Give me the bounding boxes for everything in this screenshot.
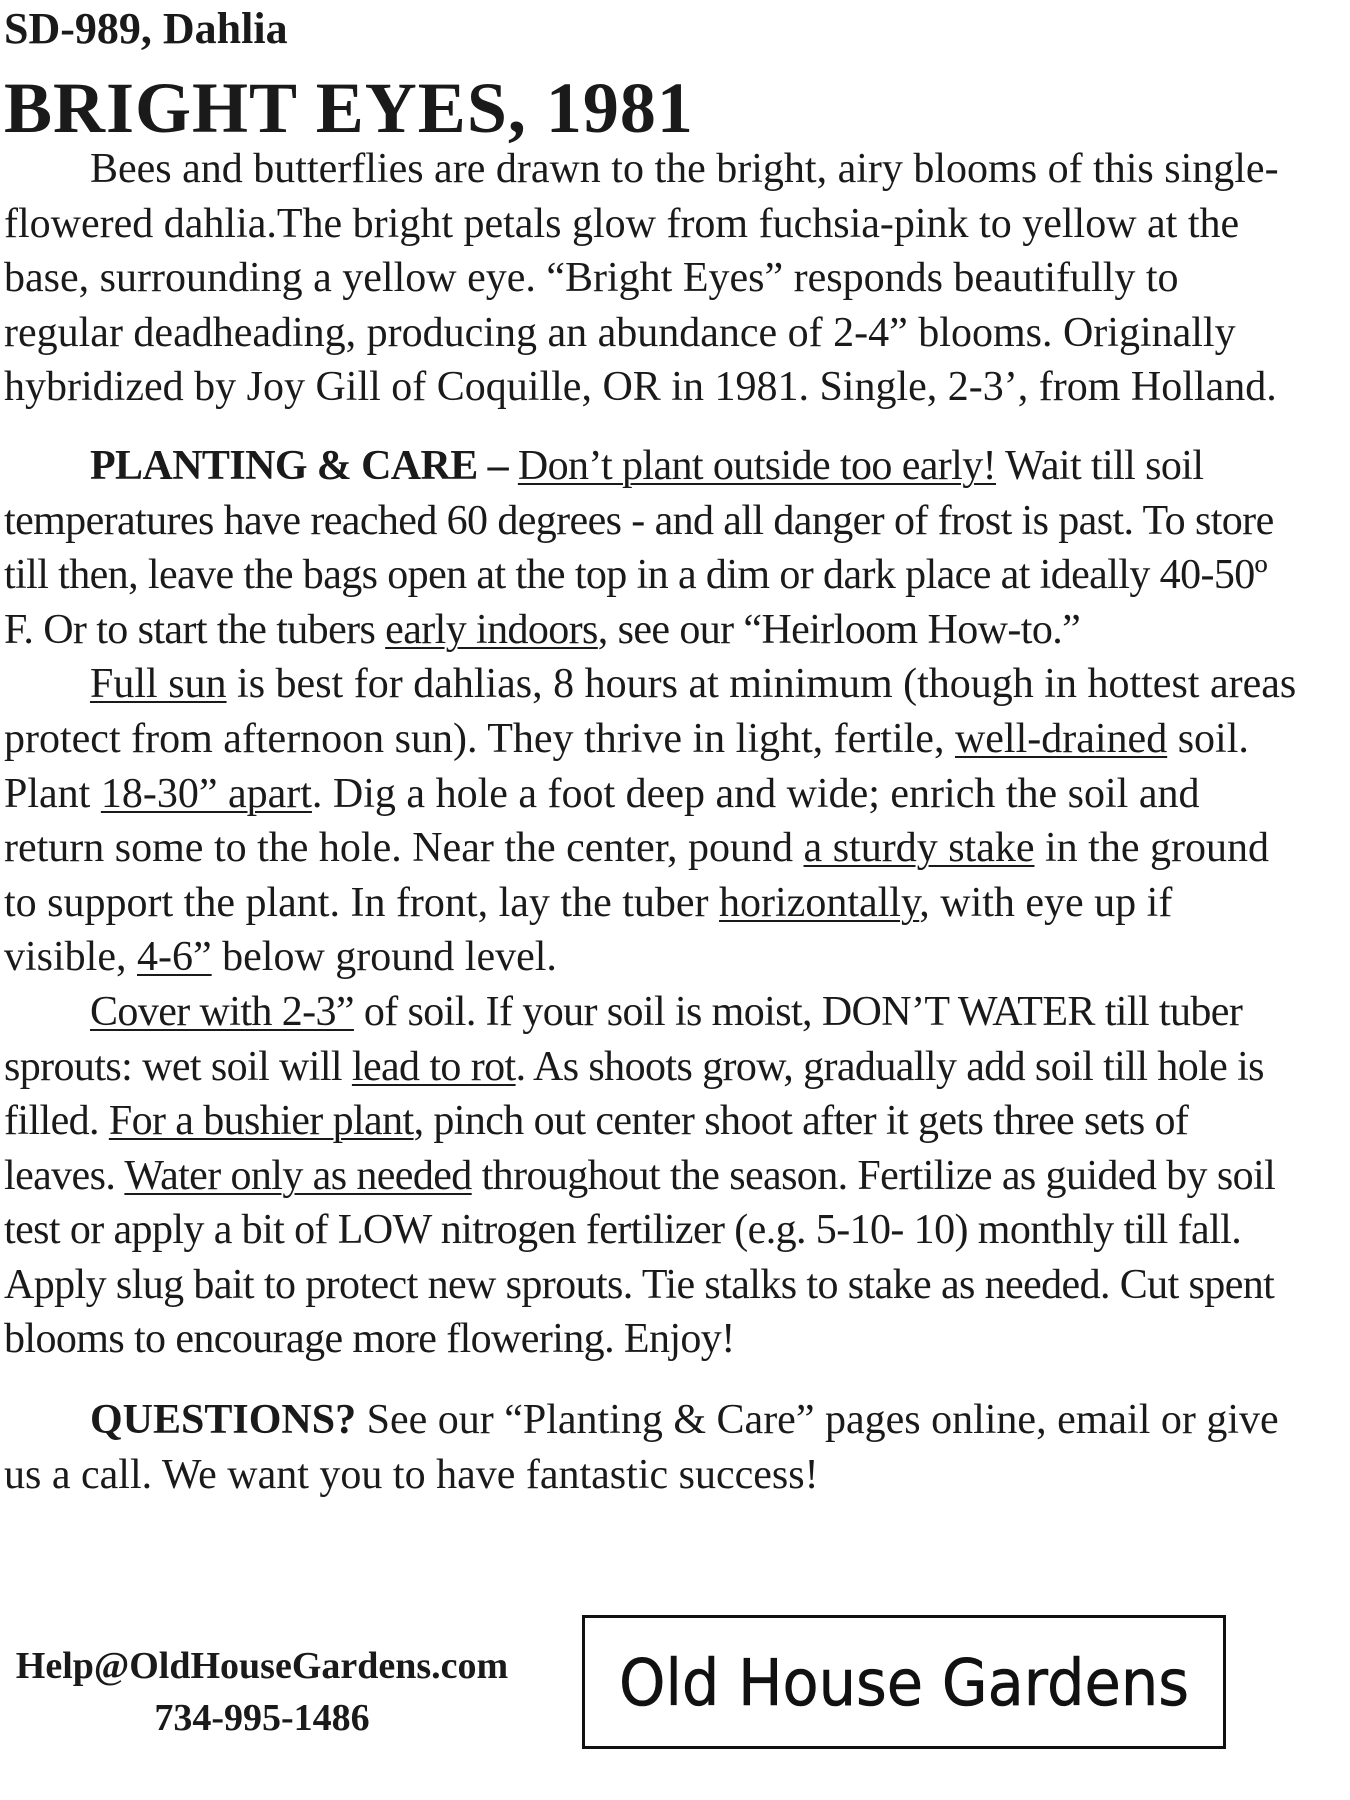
- sun-paragraph: [4, 657, 1304, 985]
- contact-block: [2, 1640, 522, 1744]
- logo-box: [582, 1615, 1226, 1749]
- questions-text: See our “Planting & Care” pages online, email or give us a call. We want you to have fantastic success!: [4, 1397, 1279, 1498]
- contact-email: Help@OldHouseGardens.com: [15, 1645, 509, 1687]
- sun-underline-2: well-drained: [954, 715, 1168, 762]
- planting-paragraph-1: [4, 439, 1304, 657]
- body-text: [4, 142, 1304, 1502]
- planting-text-1: Wait till soil temperatures have reached 60 degrees - and all danger of frost is past. To store till then, leave the bags open at the top in a dim or dark place at ideally 40-50º F. Or to start the tubers: [4, 442, 1274, 653]
- logo-wordmark: [604, 1627, 1204, 1737]
- sun-text-1: is best for dahlias, 8 hours at minimum (though in hottest areas protect from afternoon sun). They thrive in light, fertile,: [4, 661, 1297, 762]
- planting-text-2: , see our “Heirloom How-to.”: [597, 606, 1081, 653]
- description-paragraph: Bees and butterflies are drawn to the bright, airy blooms of this single-flowered dahlia.The bright petals glow from fuchsia-pink to yellow at the base, surrounding a yellow eye. “Bright Eyes” responds beautifully to regular deadheading, producing an abundance of 2-4” blooms. Originally hybridized by Joy Gill of Coquille, OR in 1981. Single, 2-3’, from Holland.: [4, 146, 1279, 411]
- sun-text-3: . Dig a hole a foot deep and wide; enrich the soil and return some to the hole. Near the center, pound: [4, 770, 1200, 872]
- cover-text-2: . As shoots grow, gradually add soil till hole is filled.: [4, 1043, 1264, 1145]
- cover-underline-3: For a bushier plant: [108, 1098, 414, 1145]
- sun-text-4: in the ground to support the plant. In front, lay the tuber: [4, 825, 1269, 926]
- sun-text-5: , with eye up if visible,: [4, 879, 1173, 981]
- logo-text: Old House Gardens: [619, 1647, 1189, 1721]
- sun-text-2: soil. Plant: [4, 715, 1249, 817]
- cover-underline-1: Cover with 2-3”: [90, 988, 354, 1035]
- cover-text-1: of soil. If your soil is moist, DON’T WATER till tuber sprouts: wet soil will: [4, 988, 1243, 1090]
- questions-heading: QUESTIONS?: [90, 1397, 357, 1444]
- cover-underline-4: Water only as needed: [124, 1152, 472, 1199]
- sun-underline-4: a sturdy stake: [803, 825, 1035, 872]
- questions-paragraph: [4, 1393, 1304, 1502]
- cover-underline-2: lead to rot: [351, 1043, 516, 1090]
- contact-phone: 734-995-1486: [154, 1697, 370, 1739]
- cover-text-3: , pinch out center shoot after it gets three sets of leaves.: [4, 1098, 1189, 1199]
- sun-underline-6: 4-6”: [137, 934, 212, 981]
- product-title: BRIGHT EYES, 1981: [4, 68, 694, 148]
- sun-text-6: below ground level.: [211, 934, 557, 981]
- sun-underline-1: Full sun: [90, 661, 227, 708]
- product-code: SD-989, Dahlia: [4, 4, 288, 53]
- sun-underline-5: horizontally: [719, 879, 920, 926]
- planting-heading: PLANTING & CARE –: [90, 442, 508, 489]
- sun-underline-3: 18-30” apart: [100, 770, 312, 817]
- cover-paragraph: [4, 985, 1304, 1367]
- planting-underline-2: early indoors: [385, 606, 598, 653]
- cover-text-4: throughout the season. Fertilize as guided by soil test or apply a bit of LOW nitrogen fertilizer (e.g. 5-10- 10) monthly till fall. Apply slug bait to protect new sprouts. Tie stalks to stake as needed. Cut spent blooms to encourage more flowering. Enjoy!: [4, 1152, 1276, 1363]
- planting-underline-1: Don’t plant outside too early!: [517, 442, 997, 489]
